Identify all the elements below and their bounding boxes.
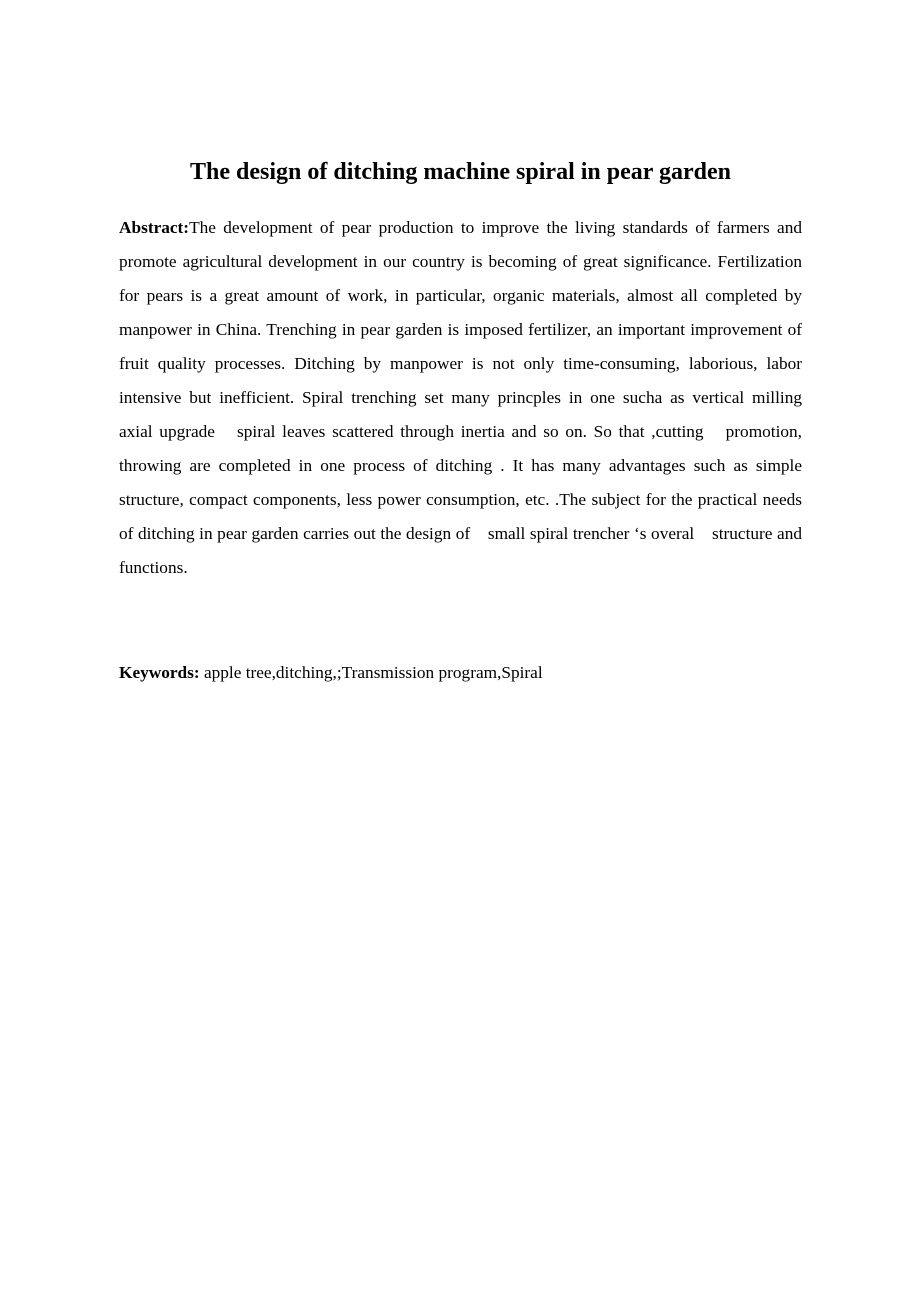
abstract-text: The development of pear production to improve the living standards of farmers and promote agricultural development in our country is becoming of great significance. Fertilization for pears is a great amount of work, in particular, organic materials, almost all completed by manpower in China. Trenching in pear garden is imposed fertilizer, an important improvement of fruit quality processes. Ditching by manpower is not only time-consuming, laborious, labor intensive but inefficient. Spiral trenching set many princples in one sucha as vertical milling axial upgrade spiral leaves scattered through inertia and so on. So that ,cutting promotion, throwing are completed in one process of ditching . It has many advantages such as simple structure, compact components, less power consumption, etc. .The subject for the practical needs of ditching in pear garden carries out the design of small spiral trencher ‘s overal structure and functions.	[119, 218, 820, 577]
document-title: The design of ditching machine spiral in pear garden	[190, 159, 731, 185]
abstract-paragraph	[119, 211, 820, 585]
keywords-label: Keywords:	[119, 663, 200, 682]
keywords-text: apple tree,ditching,;Transmission program,Spiral	[199, 663, 543, 682]
keywords-line	[119, 656, 802, 690]
abstract-label: Abstract:	[119, 218, 190, 237]
